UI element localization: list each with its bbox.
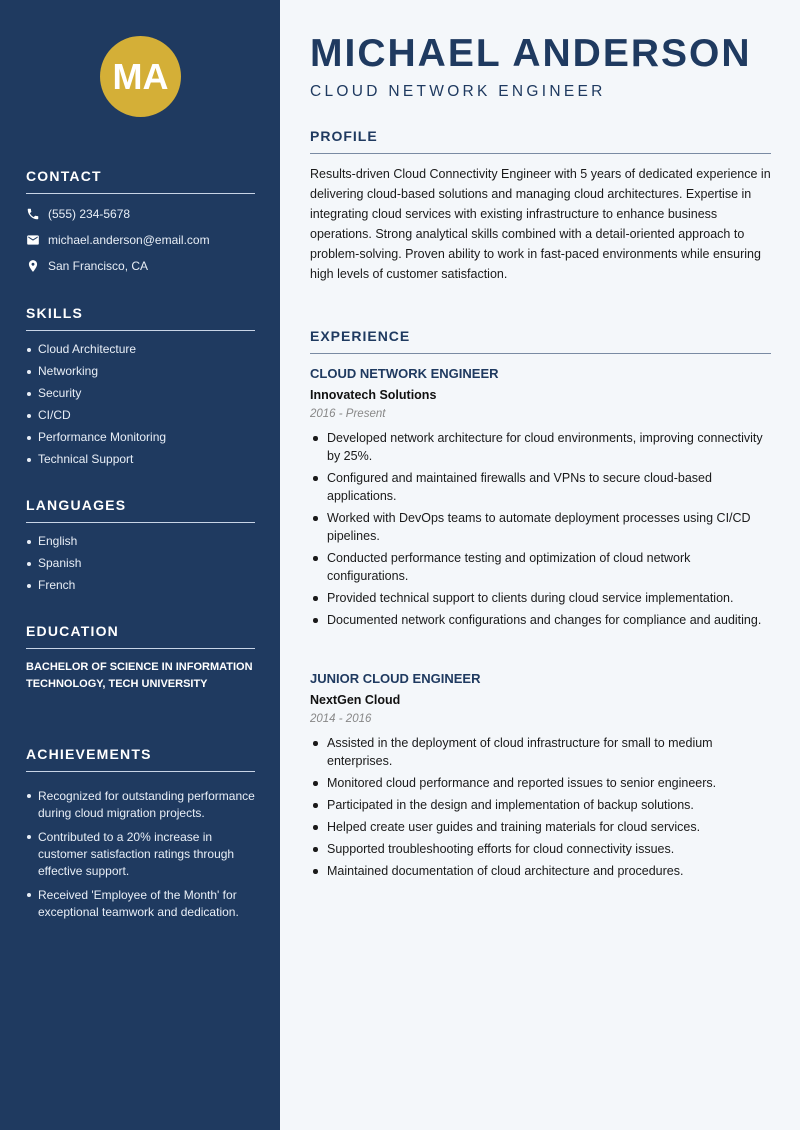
- job-title: CLOUD NETWORK ENGINEER: [310, 366, 499, 381]
- skills-list: [26, 342, 255, 467]
- job-bullet: Worked with DevOps teams to automate deployment processes using CI/CD pipelines.: [310, 509, 771, 545]
- language-item: Spanish: [26, 556, 255, 571]
- location-text: San Francisco, CA: [48, 259, 149, 273]
- achievement-item: Recognized for outstanding performance during cloud migration projects.: [26, 788, 255, 822]
- avatar: MA: [100, 36, 181, 117]
- job-bullet: Participated in the design and implementation of backup solutions.: [310, 796, 771, 814]
- job-bullet: Assisted in the deployment of cloud infrastructure for small to medium enterprises.: [310, 734, 771, 770]
- phone-icon: [26, 207, 40, 221]
- skill-item: Performance Monitoring: [26, 430, 255, 445]
- language-item: French: [26, 578, 255, 593]
- job-title: JUNIOR CLOUD ENGINEER: [310, 671, 481, 686]
- phone-text: (555) 234-5678: [48, 207, 131, 221]
- skill-item: Networking: [26, 364, 255, 379]
- education-degree: BACHELOR OF SCIENCE IN INFORMATION TECHNOLOGY, TECH UNIVERSITY: [26, 661, 253, 690]
- job-bullet: Helped create user guides and training materials for cloud services.: [310, 818, 771, 836]
- skill-item: Cloud Architecture: [26, 342, 255, 357]
- contact-heading: CONTACT: [26, 168, 255, 194]
- skill-item: Security: [26, 386, 255, 401]
- location-pin-icon: [26, 259, 40, 273]
- contact-phone: [26, 207, 255, 221]
- job-company: Innovatech Solutions: [310, 388, 437, 402]
- education-section: [26, 623, 255, 693]
- job-bullets: [310, 734, 771, 880]
- languages-section: [26, 497, 255, 600]
- candidate-title: CLOUD NETWORK ENGINEER: [310, 83, 606, 100]
- job-bullet: Developed network architecture for cloud environments, improving connectivity by 25%.: [310, 429, 771, 465]
- job-bullet: Documented network configurations and changes for compliance and auditing.: [310, 611, 771, 629]
- achievements-section: [26, 746, 255, 928]
- language-item: English: [26, 534, 255, 549]
- achievement-item: Received 'Employee of the Month' for exceptional teamwork and dedication.: [26, 887, 255, 921]
- email-icon: [26, 233, 40, 247]
- education-heading: EDUCATION: [26, 623, 255, 649]
- job-bullet: Conducted performance testing and optimization of cloud network configurations.: [310, 549, 771, 585]
- profile-text: Results-driven Cloud Connectivity Engineer with 5 years of dedicated experience in delivering cloud-based solutions and managing cloud architectures. Expertise in integrating cloud services with existing infrastructure to enhance business operations. Strong analytical skills combined with a detail-oriented approach to problem-solving. Proven ability to work in fast-paced environments while ensuring high levels of customer satisfaction.: [310, 167, 771, 281]
- candidate-name: MICHAEL ANDERSON: [310, 32, 752, 75]
- skill-item: Technical Support: [26, 452, 255, 467]
- contact-email: [26, 233, 255, 247]
- job-company: NextGen Cloud: [310, 693, 401, 707]
- languages-heading: LANGUAGES: [26, 497, 255, 523]
- job-bullet: Monitored cloud performance and reported issues to senior engineers.: [310, 774, 771, 792]
- job-bullet: Maintained documentation of cloud architecture and procedures.: [310, 862, 771, 880]
- job-bullet: Configured and maintained firewalls and VPNs to secure cloud-based applications.: [310, 469, 771, 505]
- job-bullet: Supported troubleshooting efforts for cloud connectivity issues.: [310, 840, 771, 858]
- skill-item: CI/CD: [26, 408, 255, 423]
- job-bullets: [310, 429, 771, 629]
- contact-section: [26, 168, 255, 273]
- experience-heading: EXPERIENCE: [310, 328, 771, 354]
- job-entry: [310, 366, 771, 633]
- achievements-list: [26, 788, 255, 921]
- job-dates: 2014 - 2016: [310, 713, 372, 725]
- job-entry: [310, 671, 771, 884]
- profile-heading: PROFILE: [310, 128, 771, 154]
- contact-location: [26, 259, 255, 273]
- skills-heading: SKILLS: [26, 305, 255, 331]
- languages-list: [26, 534, 255, 593]
- job-bullet: Provided technical support to clients during cloud service implementation.: [310, 589, 771, 607]
- sidebar: [0, 0, 280, 1130]
- job-dates: 2016 - Present: [310, 408, 386, 420]
- achievements-heading: ACHIEVEMENTS: [26, 746, 255, 772]
- email-text: michael.anderson@email.com: [48, 233, 210, 247]
- achievement-item: Contributed to a 20% increase in customer satisfaction ratings through effective support.: [26, 829, 255, 880]
- skills-section: [26, 305, 255, 474]
